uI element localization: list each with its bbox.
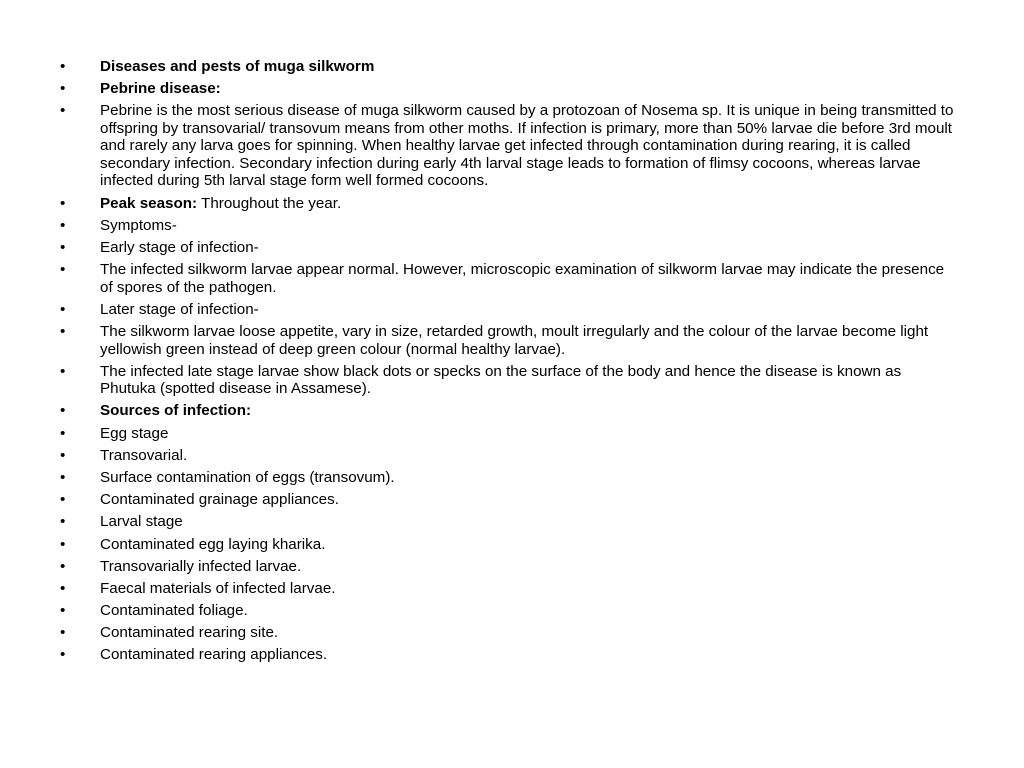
list-item xyxy=(56,491,956,509)
list-item xyxy=(56,102,956,190)
list-item xyxy=(56,536,956,554)
bullet-icon: • xyxy=(60,579,66,597)
item-text: Early stage of infection- xyxy=(100,238,259,256)
item-heading: Diseases and pests of muga silkworm xyxy=(100,58,375,75)
bullet-icon: • xyxy=(60,646,66,664)
bullet-icon: • xyxy=(60,194,66,212)
item-text: Contaminated rearing appliances. xyxy=(100,646,328,664)
bullet-icon: • xyxy=(60,238,66,256)
list-item xyxy=(56,301,956,319)
bullet-icon: • xyxy=(60,535,66,553)
bullet-icon: • xyxy=(60,424,66,442)
list-item xyxy=(56,513,956,531)
bullet-icon: • xyxy=(60,557,66,575)
item-text: The infected silkworm larvae appear normal. However, microscopic examination of silkworm larvae may indicate the presence of spores of the pathogen. xyxy=(100,261,945,296)
list-item xyxy=(56,402,956,420)
list-item xyxy=(56,580,956,598)
item-heading: Pebrine disease: xyxy=(100,80,221,98)
item-text: Transovarially infected larvae. xyxy=(100,557,302,575)
list-item xyxy=(56,447,956,465)
list-item xyxy=(56,261,956,296)
item-text: Symptoms- xyxy=(100,216,177,234)
item-text: Contaminated grainage appliances. xyxy=(100,491,339,509)
list-item xyxy=(56,558,956,576)
list-item xyxy=(56,602,956,620)
item-heading: Peak season: xyxy=(100,194,198,212)
item-text: The silkworm larvae loose appetite, vary in size, retarded growth, moult irregularly and the colour of the larvae become light yellowish green instead of deep green colour (normal healthy larvae). xyxy=(100,323,929,358)
item-text: Contaminated rearing site. xyxy=(100,624,279,642)
list-item xyxy=(56,58,956,76)
bullet-icon: • xyxy=(60,402,66,420)
list-item xyxy=(56,363,956,398)
bullet-icon: • xyxy=(60,261,66,279)
item-text: Transovarial. xyxy=(100,446,188,464)
item-text: Contaminated egg laying kharika. xyxy=(100,535,326,553)
bullet-icon: • xyxy=(60,216,66,234)
bullet-icon: • xyxy=(60,102,66,120)
list-item xyxy=(56,624,956,642)
list-item xyxy=(56,217,956,235)
bullet-icon: • xyxy=(60,300,66,318)
list-item xyxy=(56,646,956,664)
item-heading: Sources of infection: xyxy=(100,402,252,420)
item-text: Egg stage xyxy=(100,424,169,442)
bullet-icon: • xyxy=(60,323,66,340)
list-item xyxy=(56,323,956,358)
item-text: Faecal materials of infected larvae. xyxy=(100,579,336,597)
bullet-list xyxy=(56,58,956,669)
bullet-icon: • xyxy=(60,362,66,380)
bullet-icon: • xyxy=(60,80,66,98)
bullet-icon: • xyxy=(60,602,66,620)
list-item xyxy=(56,195,956,213)
item-text: Larval stage xyxy=(100,513,183,531)
bullet-icon: • xyxy=(60,624,66,642)
list-item xyxy=(56,425,956,443)
item-text: Contaminated foliage. xyxy=(100,602,248,620)
bullet-icon: • xyxy=(60,58,66,75)
bullet-icon: • xyxy=(60,491,66,509)
item-text: Pebrine is the most serious disease of muga silkworm caused by a protozoan of Nosema sp. It is unique in being transmitted to offspring by transovarial/ transovum means from other moths. If infection is primary, more than 50% larvae die before 3rd moult and rarely any larva goes for spinning. When healthy larvae get infected through contamination during rearing, it is called secondary infection. Secondary infection during early 4th larval stage leads to formation of flimsy cocoons, whereas larvae infected during 5th larval stage form well formed cocoons. xyxy=(100,102,954,190)
item-text: Surface contamination of eggs (transovum). xyxy=(100,468,395,486)
bullet-icon: • xyxy=(60,513,66,531)
item-text: Later stage of infection- xyxy=(100,300,259,318)
bullet-icon: • xyxy=(60,446,66,464)
list-item xyxy=(56,80,956,98)
item-text: Throughout the year. xyxy=(197,194,342,212)
list-item xyxy=(56,469,956,487)
bullet-icon: • xyxy=(60,468,66,486)
item-text: The infected late stage larvae show black dots or specks on the surface of the body and hence the disease is known as Phutuka (spotted disease in Assamese). xyxy=(100,362,902,398)
list-item xyxy=(56,239,956,257)
